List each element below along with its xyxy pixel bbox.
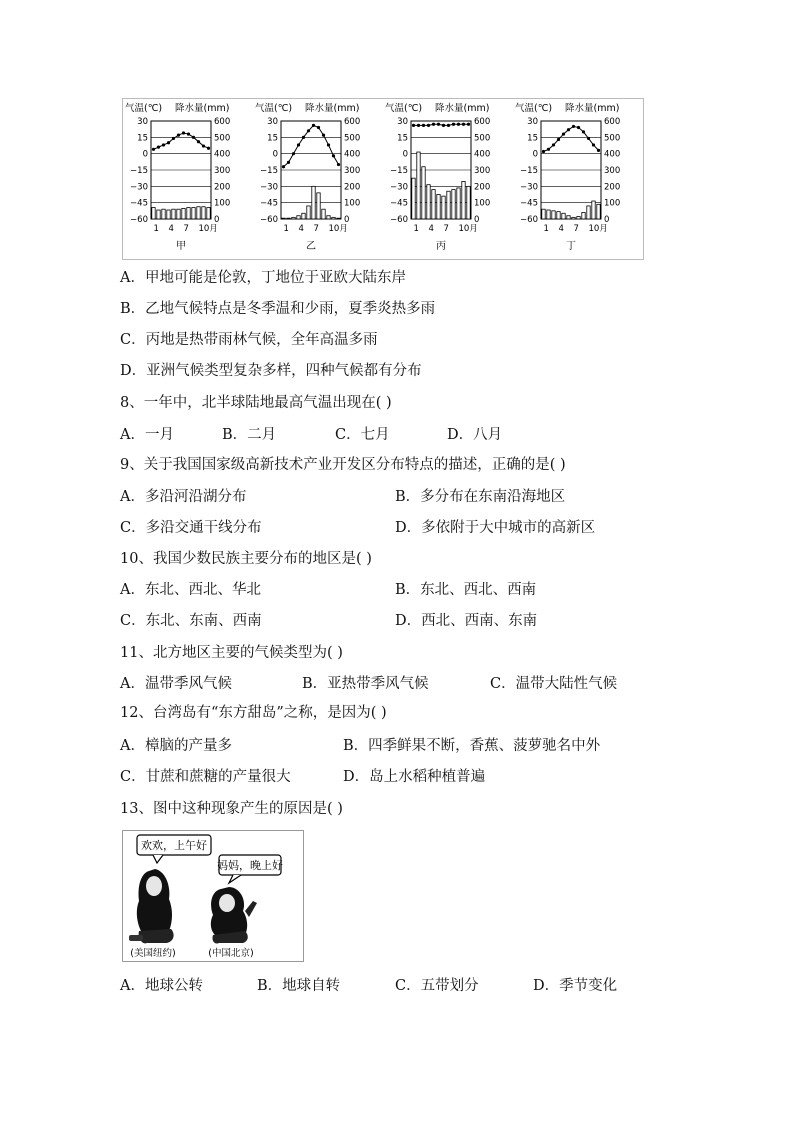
caption-new-york: (美国纽约) (130, 948, 176, 959)
speech-text-2: 妈妈，晚上好 (217, 859, 283, 872)
q10-option-d[interactable]: D．西北、西南、东南 (395, 613, 538, 629)
temp-point-2-12 (467, 123, 470, 126)
cartoon-svg (123, 831, 303, 961)
precip-bar-1-10 (327, 216, 330, 219)
q11-option-b[interactable]: B．亚热带季风气候 (302, 676, 429, 692)
precip-tick-1-6: 0 (344, 215, 350, 225)
temp-axis-title-1: 气温(℃) (255, 103, 293, 114)
temp-point-0-10 (197, 140, 200, 143)
chart-label-1: 乙 (306, 241, 316, 252)
precip-bar-3-11 (592, 201, 595, 219)
precip-bar-0-2 (157, 210, 160, 219)
temp-tick-3-3: −15 (520, 166, 538, 176)
q8-option-a[interactable]: A．一月 (120, 427, 174, 443)
temp-tick-2-5: −45 (390, 198, 408, 209)
precip-bar-0-6 (177, 209, 180, 219)
temp-point-3-8 (577, 126, 580, 129)
temp-point-0-12 (207, 147, 210, 150)
precip-tick-3-0: 600 (604, 117, 621, 127)
temp-point-2-8 (447, 124, 450, 127)
temp-tick-0-5: −45 (130, 198, 148, 209)
temp-point-0-6 (177, 134, 180, 137)
temp-point-0-9 (192, 136, 195, 139)
precip-bar-3-2 (547, 210, 550, 219)
precip-bar-0-4 (167, 210, 170, 219)
x-tick-0-3: 10月 (198, 224, 218, 234)
x-tick-3-1: 4 (558, 224, 564, 234)
temp-point-1-11 (332, 154, 335, 157)
temp-tick-1-2: 0 (272, 149, 278, 160)
temp-point-0-3 (162, 143, 165, 146)
precip-bar-1-7 (312, 186, 315, 219)
temp-tick-0-6: −60 (130, 215, 148, 225)
temp-tick-1-3: −15 (260, 166, 278, 176)
precip-bar-0-1 (152, 208, 155, 219)
precip-tick-0-2: 400 (214, 149, 231, 160)
temp-tick-3-4: −30 (520, 182, 538, 193)
temp-point-1-5 (302, 136, 305, 139)
woman-body-icon (139, 929, 174, 943)
precip-tick-3-1: 500 (604, 133, 621, 144)
climate-charts-svg (123, 99, 643, 259)
q9-option-d[interactable]: D．多依附于大中城市的高新区 (395, 520, 596, 536)
temp-line-2 (414, 124, 469, 125)
temp-point-1-4 (297, 143, 300, 146)
x-tick-2-3: 10月 (458, 224, 478, 234)
temp-point-3-10 (587, 137, 590, 140)
temp-tick-1-6: −60 (260, 215, 278, 225)
precip-tick-3-6: 0 (604, 215, 610, 225)
temp-tick-0-3: −15 (130, 166, 148, 176)
precip-bar-2-1 (412, 178, 415, 219)
q7-option-d[interactable]: D．亚洲气候类型复杂多样，四种气候都有分布 (120, 363, 422, 379)
temp-tick-2-1: 15 (397, 133, 408, 144)
temp-point-3-5 (562, 132, 565, 135)
precip-bar-3-3 (552, 211, 555, 219)
precip-axis-title-1: 降水量(mm) (305, 103, 360, 114)
woman-face-icon (146, 876, 162, 896)
precip-bar-2-3 (422, 167, 425, 219)
temp-point-2-6 (437, 123, 440, 126)
precip-axis-title-3: 降水量(mm) (565, 103, 620, 114)
q9-option-b[interactable]: B．多分布在东南沿海地区 (395, 489, 566, 505)
time-zone-cartoon (122, 830, 304, 962)
precip-tick-3-5: 100 (604, 198, 621, 209)
precip-tick-3-2: 400 (604, 149, 621, 160)
temp-tick-2-3: −15 (390, 166, 408, 176)
temp-tick-3-5: −45 (520, 198, 538, 209)
q11-option-c[interactable]: C．温带大陆性气候 (490, 676, 618, 692)
precip-bar-1-9 (322, 209, 325, 219)
precip-bar-1-3 (292, 217, 295, 219)
x-tick-3-3: 10月 (588, 224, 608, 234)
temp-tick-1-1: 15 (267, 133, 278, 144)
temp-point-0-1 (152, 148, 155, 151)
precip-axis-title-2: 降水量(mm) (435, 103, 490, 114)
precip-tick-1-3: 300 (344, 166, 361, 176)
precip-bar-0-11 (202, 207, 205, 219)
temp-point-1-9 (322, 134, 325, 137)
chart-label-2: 丙 (436, 241, 446, 252)
temp-point-2-4 (427, 124, 430, 127)
q12-option-d[interactable]: D．岛上水稻种植普遍 (343, 769, 486, 785)
q8-option-b[interactable]: B．二月 (222, 427, 277, 443)
precip-bar-2-5 (432, 190, 435, 219)
precip-bar-2-8 (447, 191, 450, 219)
x-tick-3-0: 1 (543, 224, 549, 234)
temp-axis-title-3: 气温(℃) (515, 103, 553, 114)
temp-tick-3-2: 0 (532, 149, 538, 160)
q13-option-b[interactable]: B．地球自转 (257, 978, 341, 994)
precip-tick-1-5: 100 (344, 198, 361, 209)
x-tick-1-2: 7 (313, 224, 319, 234)
temp-point-2-5 (432, 123, 435, 126)
precip-bar-1-6 (307, 206, 310, 219)
temp-point-3-12 (597, 149, 600, 152)
x-tick-0-1: 4 (168, 224, 174, 234)
precip-bar-2-9 (452, 190, 455, 219)
precip-bar-3-7 (572, 217, 575, 219)
precip-tick-2-2: 400 (474, 149, 491, 160)
girl-face-icon (219, 894, 235, 912)
chart-label-3: 丁 (566, 241, 576, 252)
temp-tick-3-6: −60 (520, 215, 538, 225)
temp-line-1 (284, 125, 339, 166)
precip-tick-2-5: 100 (474, 198, 491, 209)
precip-bar-1-4 (297, 216, 300, 219)
x-tick-1-0: 1 (283, 224, 289, 234)
q13-option-a[interactable]: A．地球公转 (120, 978, 203, 994)
temp-tick-1-0: 30 (267, 117, 278, 127)
precip-bar-0-7 (182, 208, 185, 219)
temp-tick-2-6: −60 (390, 215, 408, 225)
q10-stem: 10、我国少数民族主要分布的地区是( ) (120, 551, 372, 567)
precip-bar-0-9 (192, 208, 195, 219)
x-tick-2-1: 4 (428, 224, 434, 234)
precip-axis-title-0: 降水量(mm) (175, 103, 230, 114)
precip-bar-0-3 (162, 209, 165, 219)
precip-bar-0-10 (197, 207, 200, 219)
precip-tick-1-2: 400 (344, 149, 361, 160)
precip-bar-1-11 (332, 217, 335, 219)
x-tick-0-0: 1 (153, 224, 159, 234)
temp-tick-2-0: 30 (397, 117, 408, 127)
precip-bar-2-6 (437, 195, 440, 220)
temp-point-1-3 (292, 152, 295, 155)
precip-bar-1-12 (337, 218, 340, 219)
q7-option-b[interactable]: B．乙地气候特点是冬季温和少雨，夏季炎热多雨 (120, 301, 436, 317)
precip-bar-2-4 (427, 185, 430, 219)
temp-point-0-11 (202, 144, 205, 147)
precip-tick-0-1: 500 (214, 133, 231, 144)
x-tick-1-3: 10月 (328, 224, 348, 234)
chart-label-0: 甲 (176, 241, 186, 252)
precip-tick-0-5: 100 (214, 198, 231, 209)
temp-point-0-4 (167, 141, 170, 144)
precip-bar-2-11 (462, 181, 465, 219)
precip-tick-0-0: 600 (214, 117, 231, 127)
q12-option-c[interactable]: C．甘蔗和蔗糖的产量很大 (120, 769, 291, 785)
temp-tick-0-2: 0 (142, 149, 148, 160)
q10-option-c[interactable]: C．东北、东南、西南 (120, 613, 262, 629)
temp-point-1-7 (312, 124, 315, 127)
q9-stem: 9、关于我国国家级高新技术产业开发区分布特点的描述，正确的是( ) (120, 457, 566, 473)
x-tick-2-2: 7 (443, 224, 449, 234)
precip-tick-1-0: 600 (344, 117, 361, 127)
precip-tick-1-4: 200 (344, 182, 361, 193)
precip-tick-0-3: 300 (214, 166, 231, 176)
temp-point-1-12 (337, 163, 340, 166)
precip-bar-3-5 (562, 213, 565, 219)
x-tick-3-2: 7 (573, 224, 579, 234)
temp-point-1-6 (307, 129, 310, 132)
temp-tick-1-4: −30 (260, 182, 278, 193)
q12-option-a[interactable]: A．樟脑的产量多 (120, 738, 232, 754)
precip-tick-1-1: 500 (344, 133, 361, 144)
telephone-icon (129, 935, 143, 941)
temp-tick-3-1: 15 (527, 133, 538, 144)
temp-tick-0-1: 15 (137, 133, 148, 144)
temp-point-2-9 (452, 123, 455, 126)
temp-point-1-1 (282, 165, 285, 168)
temp-point-3-11 (592, 143, 595, 146)
temp-point-0-2 (157, 146, 160, 149)
q9-option-a[interactable]: A．多沿河沿湖分布 (120, 489, 247, 505)
temp-tick-1-5: −45 (260, 198, 278, 209)
precip-tick-2-4: 200 (474, 182, 491, 193)
temp-point-3-3 (552, 143, 555, 146)
precip-tick-2-3: 300 (474, 166, 491, 176)
precip-bar-3-9 (582, 212, 585, 219)
temp-tick-0-4: −30 (130, 182, 148, 193)
temp-point-3-1 (542, 150, 545, 153)
q13-stem: 13、图中这种现象产生的原因是( ) (120, 801, 343, 817)
q10-option-b[interactable]: B．东北、西北、西南 (395, 582, 537, 598)
precip-tick-0-6: 0 (214, 215, 220, 225)
precip-tick-0-4: 200 (214, 182, 231, 193)
q12-stem: 12、台湾岛有“东方甜岛”之称，是因为( ) (120, 705, 387, 721)
waving-hand-icon (245, 901, 257, 917)
temp-point-3-6 (567, 128, 570, 131)
speech-bubble-2-tail (229, 875, 241, 883)
temp-point-2-2 (417, 124, 420, 127)
temp-point-0-7 (182, 131, 185, 134)
precip-bar-1-8 (317, 193, 320, 219)
precip-bar-0-8 (187, 208, 190, 219)
temp-line-3 (544, 126, 599, 151)
x-tick-0-2: 7 (183, 224, 189, 234)
q7-option-c[interactable]: C．丙地是热带雨林气候，全年高温多雨 (120, 332, 378, 348)
precip-bar-0-5 (172, 209, 175, 219)
x-tick-2-0: 1 (413, 224, 419, 234)
caption-beijing: (中国北京) (208, 948, 254, 959)
temp-point-3-4 (557, 138, 560, 141)
q8-option-c[interactable]: C．七月 (335, 427, 390, 443)
precip-bar-3-1 (542, 209, 545, 219)
q11-stem: 11、北方地区主要的气候类型为( ) (120, 645, 343, 661)
precip-bar-3-12 (597, 204, 600, 219)
precip-bar-1-1 (282, 218, 285, 219)
temp-tick-0-0: 30 (137, 117, 148, 127)
q13-option-c[interactable]: C．五带划分 (395, 978, 479, 994)
q11-option-a[interactable]: A．温带季风气候 (120, 676, 232, 692)
precip-bar-1-5 (302, 213, 305, 219)
speech-text-1: 欢欢，上午好 (141, 839, 207, 852)
x-tick-1-1: 4 (298, 224, 304, 234)
precip-bar-0-12 (207, 208, 210, 219)
climate-charts-figure (122, 98, 644, 260)
precip-bar-1-2 (287, 218, 290, 219)
precip-tick-3-4: 200 (604, 182, 621, 193)
precip-bar-2-7 (442, 196, 445, 219)
precip-bar-2-12 (467, 186, 470, 219)
precip-bar-3-10 (587, 206, 590, 219)
q8-stem: 8、一年中，北半球陆地最高气温出现在( ) (120, 395, 392, 411)
precip-bar-3-8 (577, 217, 580, 219)
precip-tick-2-1: 500 (474, 133, 491, 144)
speech-bubble-1-tail (153, 855, 163, 863)
temp-point-2-11 (462, 123, 465, 126)
temp-point-3-7 (572, 125, 575, 128)
temp-line-0 (154, 133, 209, 149)
temp-point-2-10 (457, 123, 460, 126)
precip-bar-2-10 (457, 188, 460, 219)
temp-point-3-2 (547, 148, 550, 151)
temp-point-2-7 (442, 124, 445, 127)
q10-option-a[interactable]: A．东北、西北、华北 (120, 582, 261, 598)
temp-point-1-8 (317, 126, 320, 129)
precip-bar-3-4 (557, 212, 560, 219)
precip-tick-2-0: 600 (474, 117, 491, 127)
temp-tick-2-2: 0 (402, 149, 408, 160)
temp-tick-2-4: −30 (390, 182, 408, 193)
temp-axis-title-2: 气温(℃) (385, 103, 423, 114)
temp-point-0-5 (172, 137, 175, 140)
q12-option-b[interactable]: B．四季鲜果不断，香蕉、菠萝驰名中外 (343, 738, 601, 754)
temp-point-1-2 (287, 161, 290, 164)
temp-tick-3-0: 30 (527, 117, 538, 127)
q13-option-d[interactable]: D．季节变化 (533, 978, 618, 994)
temp-point-1-10 (327, 143, 330, 146)
temp-axis-title-0: 气温(℃) (125, 103, 163, 114)
temp-point-2-1 (412, 124, 415, 127)
precip-bar-2-2 (417, 152, 420, 219)
temp-point-2-3 (422, 124, 425, 127)
precip-tick-3-3: 300 (604, 166, 621, 176)
q7-option-a[interactable]: A．甲地可能是伦敦，丁地位于亚欧大陆东岸 (120, 270, 406, 286)
temp-point-3-9 (582, 130, 585, 133)
q8-option-d[interactable]: D．八月 (447, 427, 503, 443)
q9-option-c[interactable]: C．多沿交通干线分布 (120, 520, 262, 536)
precip-bar-3-6 (567, 216, 570, 219)
temp-point-0-8 (187, 132, 190, 135)
precip-tick-2-6: 0 (474, 215, 480, 225)
